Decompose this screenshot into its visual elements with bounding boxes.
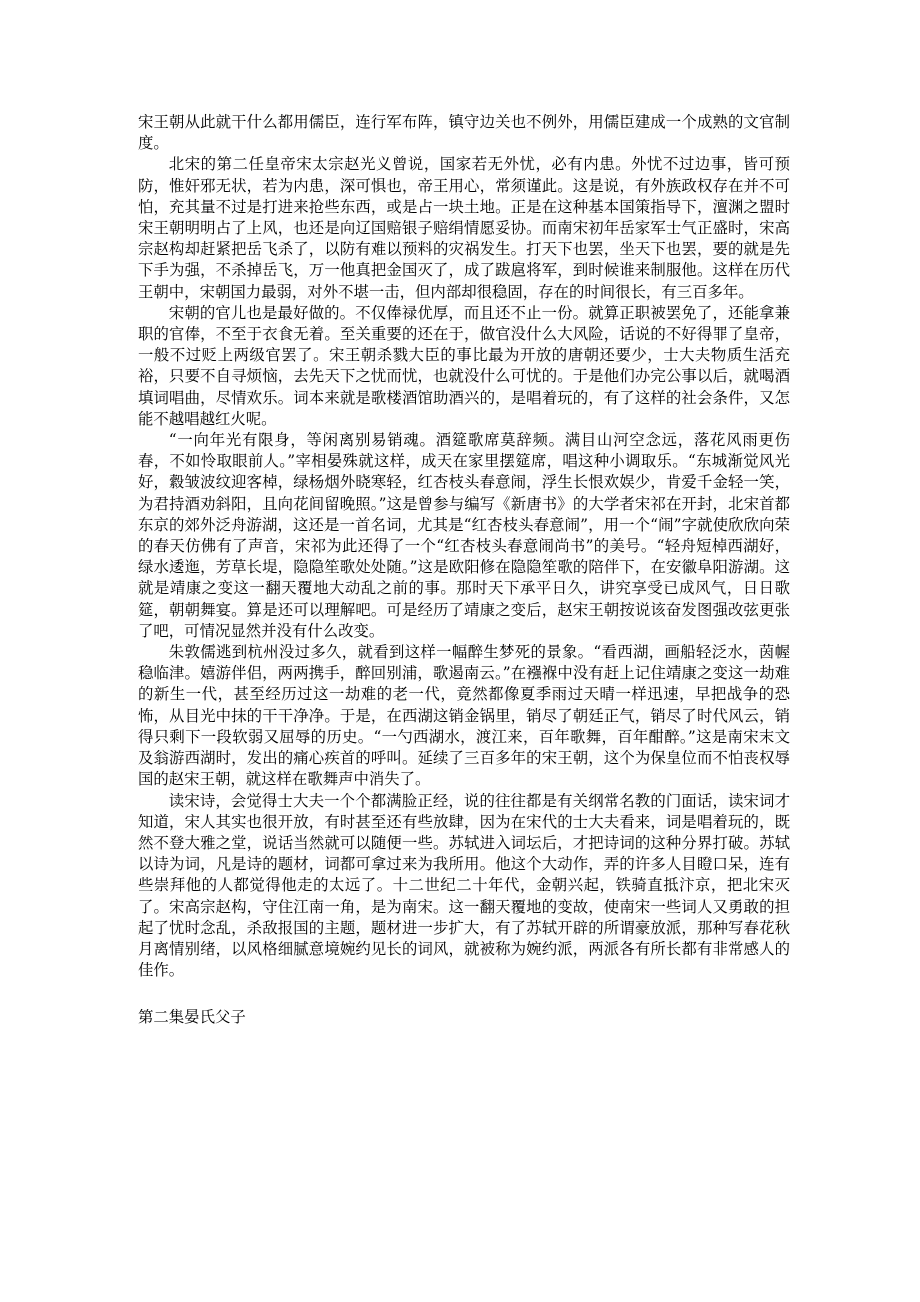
paragraph-5: 朱敦儒逃到杭州没过多久，就看到这样一幅醉生梦死的景象。“看西湖，画船轻泛水，茵幄稳临津。嬉游伴侣，两两携手，醉回别浦，歌遏南云。”在襁褓中没有赶上记住靖康之变这一劫难的新生一代，甚至经历过这一劫难的老一代，竟然都像夏季雨过天晴一样迅速，早把战争的恐怖，从目光中抹的干干净净。于是，在西湖这销金锅里，销尽了朝廷正气，销尽了时代风云，销得只剩下一段软弱又屈辱的历史。“一勺西湖水，渡江来，百年歌舞，百年酣醉。”这是南宋末文及翁游西湖时，发出的痛心疾首的呼叫。延续了三百多年的宋王朝，这个为保皇位而不怕丧权辱国的赵宋王朝，就这样在歌舞声中消失了。 [138,643,790,789]
paragraph-2: 北宋的第二任皇帝宋太宗赵光义曾说，国家若无外忧，必有内患。外忧不过边事，皆可预防，惟奸邪无状，若为内患，深可惧也，帝王用心，常须谨此。这是说，有外族政权存在并不可怕，充其量不过是打进来抢些东西，或是占一块土地。正是在这种基本国策指导下，澶渊之盟时宋王朝明明占了上风，也还是向辽国赔银子赔绢情愿妥协。而南宋初年岳家军士气正盛时，宋高宗赵构却赶紧把岳飞杀了，以防有难以预料的灾祸发生。打天下也罢，坐天下也罢，要的就是先下手为强，不杀掉岳飞，万一他真把金国灭了，成了跋扈将军，到时候谁来制服他。这样在历代王朝中，宋朝国力最弱，对外不堪一击，但内部却很稳固，存在的时间很长，有三百多年。 [138,155,790,301]
paragraph-6: 读宋诗，会觉得士大夫一个个都满脸正经，说的往往都是有关纲常名教的门面话，读宋词才知道，宋人其实也很开放，有时甚至还有些放肆，因为在宋代的士大夫看来，词是唱着玩的，既然不登大雅之堂，说话当然就可以随便一些。苏轼进入词坛后，才把诗词的这种分界打破。苏轼以诗为词，凡是诗的题材，词都可拿过来为我所用。他这个大动作，弄的许多人目瞪口呆，连有些崇拜他的人都觉得他走的太远了。十二世纪二十年代，金朝兴起，铁骑直抵汴京，把北宋灭了。宋高宗赵构，守住江南一角，是为南宋。这一翻天覆地的变故，使南宋一些词人又勇敢的担起了忧时念乱，杀敌报国的主题，题材进一步扩大，有了苏轼开辟的所谓豪放派，那种写春花秋月离情别绪，以风格细腻意境婉约见长的词风，就被称为婉约派，两派各有所长都有非常感人的佳作。 [138,791,790,980]
section-heading: 第二集晏氏父子 [138,1008,246,1027]
paragraph-3: 宋朝的官儿也是最好做的。不仅俸禄优厚，而且还不止一份。就算正职被罢免了，还能拿兼职的官俸，不至于衣食无着。至关重要的还在于，做官没什么大风险，话说的不好得罪了皇帝，一般不过贬上两级官罢了。宋王朝杀戮大臣的事比最为开放的唐朝还要少，士大夫物质生活充裕，只要不自寻烦恼，去先天下之忧而忧，也就没什么可忧的。于是他们办完公事以后，就喝酒填词唱曲，尽情欢乐。词本来就是歌楼酒馆助酒兴的，是唱着玩的，有了这样的社会条件，又怎能不越唱越红火呢。 [138,303,790,428]
paragraph-1: 宋王朝从此就干什么都用儒臣，连行军布阵，镇守边关也不例外，用儒臣建成一个成熟的文官制度。 [138,113,790,153]
paragraph-4: “一向年光有限身，等闲离别易销魂。酒筵歌席莫辞频。满目山河空念远，落花风雨更伤春，不如怜取眼前人。”宰相晏殊就这样，成天在家里摆筵席，唱这种小调取乐。“东城渐觉风光好，縠皱波纹迎客棹，绿杨烟外晓寒轻，红杏枝头春意闹，浮生长恨欢娱少，肯爱千金轻一笑，为君持酒劝斜阳，且向花间留晚照。”这是曾参与编写《新唐书》的大学者宋祁在开封，北宋首都东京的郊外泛舟游湖，这还是一首名词，尤其是“红杏枝头春意闹”，用一个“闹”字就使欣欣向荣的春天仿佛有了声音，宋祁为此还得了一个“红杏枝头春意闹尚书”的美号。“轻舟短棹西湖好，绿水逶迤，芳草长堤，隐隐笙歌处处随。”这是欧阳修在隐隐笙歌的陪伴下，在安徽阜阳游湖。这就是靖康之变这一翻天覆地大动乱之前的事。那时天下承平日久，讲究享受已成风气，日日歌筵，朝朝舞宴。算是还可以理解吧。可是经历了靖康之变后，赵宋王朝按说该奋发图强改弦更张了吧，可情况显然并没有什么改变。 [138,431,790,640]
document-page [138,112,790,1029]
